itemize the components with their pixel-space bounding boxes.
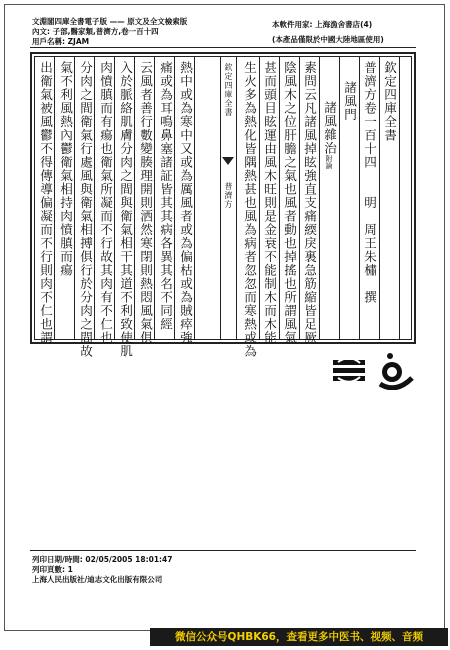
text-column-right-5: 素問云凡諸風掉眩強直支痛緛戾裏急筋縮皆足厥 xyxy=(302,61,317,345)
text-column-left-3: 云風者善行數變腠理開則洒然寒閉則熱悶風氣俱 xyxy=(138,61,153,345)
text-column-right-4 xyxy=(319,101,339,379)
text-column-right-3: 諸風門 xyxy=(342,81,357,122)
section-subtitle: 諸風雜治 xyxy=(322,101,337,155)
text-column-right-6: 陰風木之位肝膽之氣也風者動也掉搖也所謂風氣 xyxy=(282,61,297,345)
center-fold-title: 欽定四庫全書 xyxy=(224,63,233,117)
minor-note: 附論 xyxy=(325,155,333,169)
text-column-left-2: 痛或為耳鳴鼻塞諸証皆其其病各異其名不同經 xyxy=(158,61,173,331)
text-column-right-1: 欽定四庫全書 xyxy=(382,61,397,142)
print-date: 列印日期/時間: 02/05/2005 18:01:47 xyxy=(32,555,173,564)
text-column-left-6: 分肉之間衛氣行處風與衛氣相搏俱行於分肉之間故 xyxy=(78,61,93,358)
text-column-left-7: 氣不利風熱內鬱衛氣相持肉憤䐜而瘍 xyxy=(58,61,73,277)
text-column-left-4: 入於脈絡肌膚分肉之間與衛氣相干其道不利致使肌 xyxy=(118,61,133,358)
publisher-name: 上海人民出版社/迪志文化出版有限公司 xyxy=(32,575,163,584)
book-page xyxy=(30,52,416,358)
header-rule xyxy=(30,47,416,48)
text-column-left-1: 熱中或為寒中又或為厲風者或為偏枯或為賊瘁強 xyxy=(178,61,193,345)
publisher-logo xyxy=(330,350,420,390)
text-column-left-5: 肉憤䐜而有瘍也衛氣所凝而不行故其肉有不仁也 xyxy=(98,61,113,345)
text-column-right-2: 普濟方卷一百十四 明 周王朱橚 撰 xyxy=(362,61,377,304)
center-fold xyxy=(220,57,237,339)
print-pages: 列印頁數: 1 xyxy=(32,565,73,574)
column-rule xyxy=(399,57,400,339)
user-name: 用戶名稱: ZJAM xyxy=(32,37,90,46)
text-column-right-8: 生火多為熱化皆隅熱甚也風為病者忽忽而寒熱或為 xyxy=(242,61,257,358)
region-restriction: (本產品僅限於中國大陸地區使用) xyxy=(272,35,384,44)
fishtail-mark xyxy=(222,157,234,165)
content-path: 內文: 子部,醫家類,普濟方,卷一百十四 xyxy=(32,27,159,36)
book-page-inner xyxy=(34,56,412,358)
text-column-left-8: 出衛氣被風鬱不得傳導偏凝而不行則肉不仁也謂 xyxy=(38,61,53,345)
footer-rule xyxy=(30,550,416,551)
edition-title: 文淵閣四庫全書電子版 —— 原文及全文檢索版 xyxy=(32,17,188,26)
text-column-right-7: 甚而頭目眩運由風木旺則是金衰不能制木而木能 xyxy=(262,61,277,345)
center-fold-book: 普濟方 xyxy=(224,182,233,209)
wechat-banner: 微信公众号QHBK66，查看更多中医书、视频、音频 xyxy=(150,628,448,646)
licensee: 本軟件用家: 上海漁舍書店(4) xyxy=(272,20,373,29)
